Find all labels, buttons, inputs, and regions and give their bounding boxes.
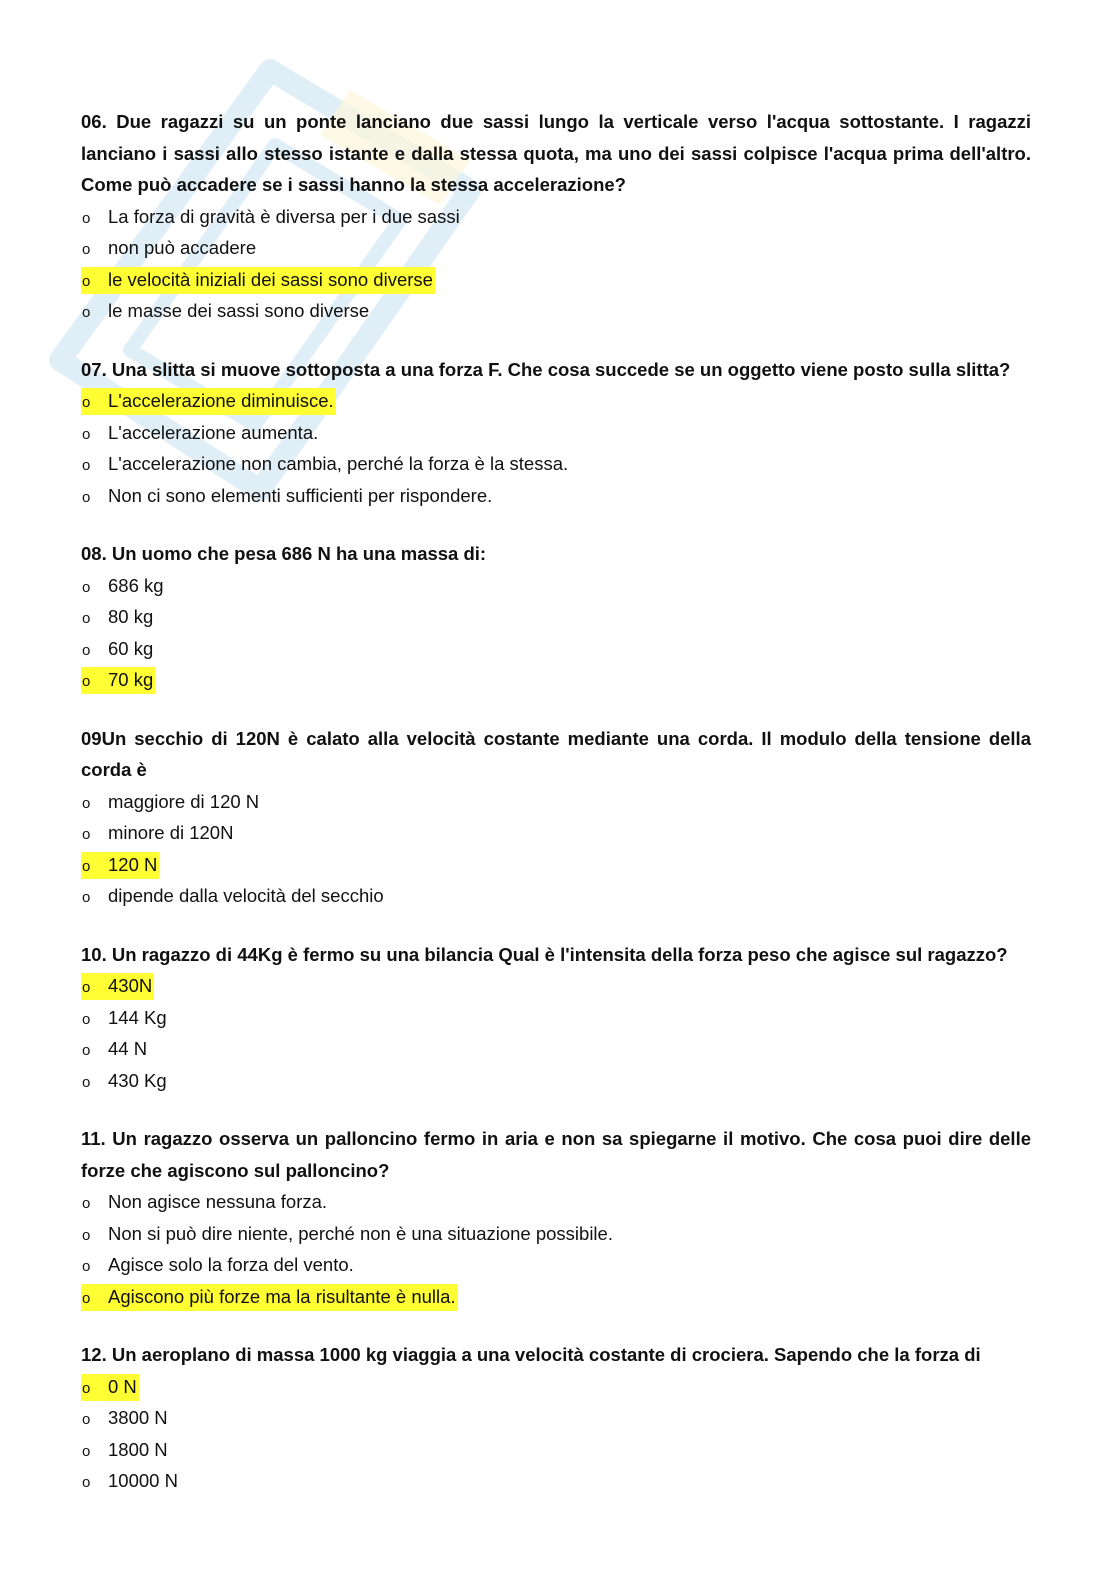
answer-option-correct [81, 385, 1031, 417]
circle-bullet-icon: o [82, 673, 91, 690]
circle-bullet-icon: o [82, 209, 91, 227]
question-text: 07. Una slitta si muove sottoposta a una forza F. Che cosa succede se un oggetto viene posto sulla slitta? [81, 358, 1011, 380]
highlight-marker [81, 388, 336, 415]
answer-option [81, 1465, 1031, 1497]
answer-option [81, 1218, 1031, 1250]
circle-bullet-icon: o [82, 1258, 91, 1275]
answer-option [81, 601, 1031, 633]
answer-option-correct [81, 264, 1031, 296]
answer-option [81, 1002, 1031, 1034]
circle-bullet-icon: o [82, 1042, 91, 1059]
answer-options [81, 786, 1031, 912]
answer-option [81, 1402, 1031, 1434]
answer-option-correct [81, 1371, 1031, 1403]
answer-options [81, 570, 1031, 696]
circle-bullet-icon: o [82, 1226, 91, 1244]
answer-option [81, 880, 1031, 912]
option-text: 10000 N [108, 1470, 178, 1491]
circle-bullet-icon: o [82, 979, 91, 996]
question-block [81, 939, 1031, 1097]
highlight-marker [81, 267, 435, 294]
question-text: 08. Un uomo che pesa 686 N ha una massa di: [81, 543, 487, 564]
answer-option [81, 1186, 1031, 1218]
question-text: 09Un secchio di 120N è calato alla velocità costante mediante una corda. Il modulo della tensione della corda è [81, 727, 1031, 780]
option-wrap [81, 1405, 170, 1432]
option-wrap [81, 789, 261, 816]
option-text: Non ci sono elementi sufficienti per rispondere. [108, 484, 493, 506]
option-wrap [81, 1036, 149, 1063]
answer-option [81, 295, 1031, 327]
circle-bullet-icon: o [82, 610, 91, 627]
circle-bullet-icon: o [82, 457, 91, 474]
answer-option [81, 1033, 1031, 1065]
answer-options [81, 970, 1031, 1096]
answer-option [81, 1065, 1031, 1097]
option-text: dipende dalla velocità del secchio [108, 885, 384, 906]
highlight-marker [81, 1374, 139, 1401]
option-text: 60 kg [108, 637, 154, 659]
option-wrap [81, 604, 155, 631]
option-wrap [81, 1468, 180, 1495]
option-wrap [81, 573, 166, 600]
option-text: 3800 N [108, 1407, 168, 1428]
circle-bullet-icon: o [82, 889, 91, 906]
option-text: 686 kg [108, 574, 164, 596]
answer-option [81, 232, 1031, 264]
answer-option [81, 786, 1031, 818]
highlight-marker [81, 667, 155, 694]
option-wrap [81, 298, 371, 325]
option-text: Non si può dire niente, perché non è una situazione possibile. [108, 1222, 613, 1244]
option-wrap [81, 1005, 169, 1032]
circle-bullet-icon: o [82, 394, 91, 411]
answer-option [81, 448, 1031, 480]
option-text: 144 Kg [108, 1006, 167, 1028]
question-block [81, 1123, 1031, 1312]
option-wrap [81, 451, 570, 478]
highlight-marker [81, 973, 154, 1000]
answer-option [81, 480, 1031, 512]
option-text: 430 Kg [108, 1069, 167, 1091]
circle-bullet-icon: o [82, 1411, 91, 1428]
question-text: 10. Un ragazzo di 44Kg è fermo su una bilancia Qual è l'intensita della forza peso che agisce sul ragazzo? [81, 943, 1008, 965]
question-block [81, 106, 1031, 327]
option-text: 44 N [108, 1038, 148, 1059]
option-wrap [81, 1437, 170, 1464]
option-text: L'accelerazione non cambia, perché la forza è la stessa. [108, 453, 569, 474]
answer-options [81, 201, 1031, 327]
answer-option-correct [81, 664, 1031, 696]
option-text: maggiore di 120 N [108, 790, 260, 812]
option-text: 120 N [108, 853, 158, 875]
answer-option [81, 1434, 1031, 1466]
circle-bullet-icon: o [82, 1195, 91, 1212]
answer-options [81, 385, 1031, 511]
answer-option [81, 633, 1031, 665]
circle-bullet-icon: o [82, 425, 91, 443]
circle-bullet-icon: o [82, 272, 91, 290]
circle-bullet-icon: o [82, 488, 91, 506]
option-wrap [81, 204, 462, 231]
option-text: 1800 N [108, 1438, 168, 1460]
circle-bullet-icon: o [82, 1010, 91, 1028]
circle-bullet-icon: o [82, 794, 91, 812]
question-text: 06. Due ragazzi su un ponte lanciano due sassi lungo la verticale verso l'acqua sottostante. I ragazzi lanciano i sassi allo stesso istante e dalla stessa quota, ma uno dei sassi colpisce l'acqua prima dell'altro. Come può accadere se i sassi hanno la stessa accelerazione? [81, 111, 1031, 195]
circle-bullet-icon: o [82, 241, 91, 258]
option-text: le velocità iniziali dei sassi sono diverse [108, 268, 433, 290]
question-block [81, 723, 1031, 912]
question-block [81, 538, 1031, 696]
answer-option [81, 417, 1031, 449]
answer-option-correct [81, 849, 1031, 881]
option-text: le masse dei sassi sono diverse [108, 300, 370, 321]
answer-option-correct [81, 1281, 1031, 1313]
circle-bullet-icon: o [82, 641, 91, 659]
option-wrap [81, 636, 155, 663]
highlight-marker [81, 1284, 458, 1311]
option-wrap [81, 235, 258, 262]
circle-bullet-icon: o [82, 304, 91, 321]
option-text: non può accadere [108, 237, 257, 258]
answer-options [81, 1186, 1031, 1312]
circle-bullet-icon: o [82, 1073, 91, 1091]
option-wrap [81, 1221, 615, 1248]
option-wrap [81, 1068, 169, 1095]
option-text: L'accelerazione diminuisce. [108, 390, 334, 411]
option-wrap [81, 820, 235, 847]
circle-bullet-icon: o [82, 578, 91, 596]
answer-option [81, 201, 1031, 233]
question-text: 12. Un aeroplano di massa 1000 kg viaggia a una velocità costante di crociera. Sapendo che la forza di [81, 1344, 981, 1365]
option-text: Agisce solo la forza del vento. [108, 1254, 354, 1275]
answer-options [81, 1371, 1031, 1497]
option-text: 0 N [108, 1375, 137, 1397]
circle-bullet-icon: o [82, 1289, 91, 1307]
answer-option [81, 817, 1031, 849]
highlight-marker [81, 852, 159, 879]
option-text: Non agisce nessuna forza. [108, 1191, 328, 1212]
option-wrap [81, 420, 320, 447]
answer-option [81, 1249, 1031, 1281]
option-wrap [81, 883, 386, 910]
option-wrap [81, 483, 494, 510]
quiz-document [81, 106, 1031, 1524]
question-block [81, 354, 1031, 512]
circle-bullet-icon: o [82, 857, 91, 875]
option-text: Agiscono più forze ma la risultante è nulla. [108, 1285, 456, 1307]
option-text: L'accelerazione aumenta. [108, 421, 319, 443]
option-wrap [81, 1189, 329, 1216]
question-block [81, 1339, 1031, 1497]
option-text: La forza di gravità è diversa per i due sassi [108, 205, 460, 227]
answer-option [81, 570, 1031, 602]
question-text: 11. Un ragazzo osserva un palloncino fermo in aria e non sa spiegarne il motivo. Che cosa puoi dire delle forze che agiscono sul palloncino? [81, 1128, 1031, 1181]
circle-bullet-icon: o [82, 826, 91, 843]
option-text: 70 kg [108, 669, 154, 690]
circle-bullet-icon: o [82, 1442, 91, 1460]
option-text: 430N [108, 975, 153, 996]
circle-bullet-icon: o [82, 1474, 91, 1491]
option-text: minore di 120N [108, 822, 234, 843]
option-wrap [81, 1252, 356, 1279]
answer-option-correct [81, 970, 1031, 1002]
option-text: 80 kg [108, 606, 154, 627]
circle-bullet-icon: o [82, 1379, 91, 1397]
